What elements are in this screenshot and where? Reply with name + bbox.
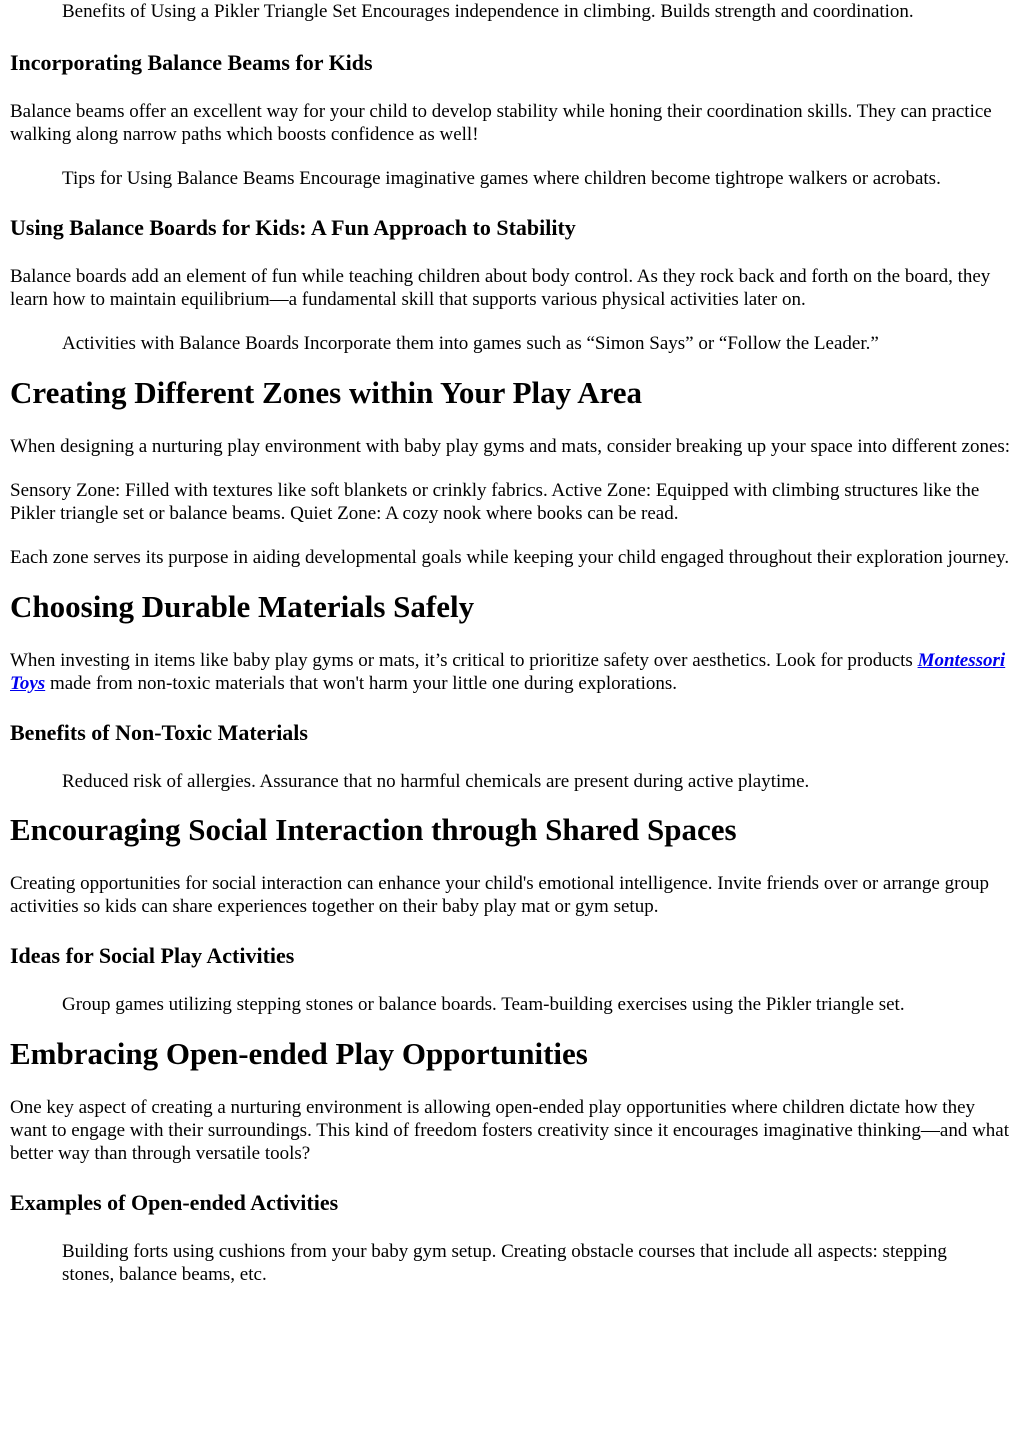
materials-paragraph xyxy=(10,649,1014,695)
balance-boards-paragraph: Balance boards add an element of fun while teaching children about body control. As they rock back and forth on the board, they learn how to maintain equilibrium—a fundamental skill that supports various physical activities later on. xyxy=(10,266,991,310)
montessori-toys-link[interactable]: Montessori Toys xyxy=(10,650,1006,694)
zones-heading: Creating Different Zones within Your Play Area xyxy=(10,375,643,410)
social-ideas-quote: Group games utilizing stepping stones or balance boards. Team-building exercises using the Pikler triangle set. xyxy=(62,994,905,1015)
nontoxic-benefits-quote: Reduced risk of allergies. Assurance that no harmful chemicals are present during active playtime. xyxy=(62,771,810,792)
examples-quote: Building forts using cushions from your baby gym setup. Creating obstacle courses that include all aspects: stepping stones, balance beams, etc. xyxy=(62,1241,947,1285)
materials-heading: Choosing Durable Materials Safely xyxy=(10,589,475,624)
pikler-benefits-quote: Benefits of Using a Pikler Triangle Set Encourages independence in climbing. Builds strength and coordination. xyxy=(62,1,914,22)
materials-text-after: made from non-toxic materials that won't harm your little one during explorations. xyxy=(45,673,678,694)
open-ended-paragraph: One key aspect of creating a nurturing environment is allowing open-ended play opportunities where children dictate how they want to engage with their surroundings. This kind of freedom fosters creativity since it encourages imaginative thinking—and what better way than through versatile tools? xyxy=(10,1097,1010,1164)
balance-boards-heading: Using Balance Boards for Kids: A Fun Approach to Stability xyxy=(10,215,576,240)
balance-beams-paragraph: Balance beams offer an excellent way for your child to develop stability while honing their coordination skills. They can practice walking along narrow paths which boosts confidence as well! xyxy=(10,101,992,145)
nontoxic-heading: Benefits of Non-Toxic Materials xyxy=(10,720,308,745)
balance-boards-activities-quote: Activities with Balance Boards Incorporate them into games such as “Simon Says” or “Follow the Leader.” xyxy=(62,333,879,354)
zones-summary-paragraph: Each zone serves its purpose in aiding developmental goals while keeping your child engaged throughout their exploration journey. xyxy=(10,547,1010,568)
social-heading: Encouraging Social Interaction through Shared Spaces xyxy=(10,812,737,847)
zones-intro-paragraph: When designing a nurturing play environment with baby play gyms and mats, consider breaking up your space into different zones: xyxy=(10,436,1011,457)
social-paragraph: Creating opportunities for social interaction can enhance your child's emotional intelligence. Invite friends over or arrange group activities so kids can share experiences together on their baby play mat or gym setup. xyxy=(10,873,989,917)
balance-beams-tips-quote: Tips for Using Balance Beams Encourage imaginative games where children become tightrope walkers or acrobats. xyxy=(62,168,941,189)
social-ideas-heading: Ideas for Social Play Activities xyxy=(10,943,295,968)
zones-list-paragraph: Sensory Zone: Filled with textures like soft blankets or crinkly fabrics. Active Zone: Equipped with climbing structures like the Pikler triangle set or balance beams. Quiet Zone: A cozy nook where books can be read. xyxy=(10,480,980,524)
examples-heading: Examples of Open-ended Activities xyxy=(10,1190,339,1215)
balance-beams-heading: Incorporating Balance Beams for Kids xyxy=(10,50,373,75)
open-ended-heading: Embracing Open-ended Play Opportunities xyxy=(10,1036,588,1071)
materials-text-before: When investing in items like baby play gyms or mats, it’s critical to prioritize safety over aesthetics. Look for products xyxy=(10,650,918,671)
